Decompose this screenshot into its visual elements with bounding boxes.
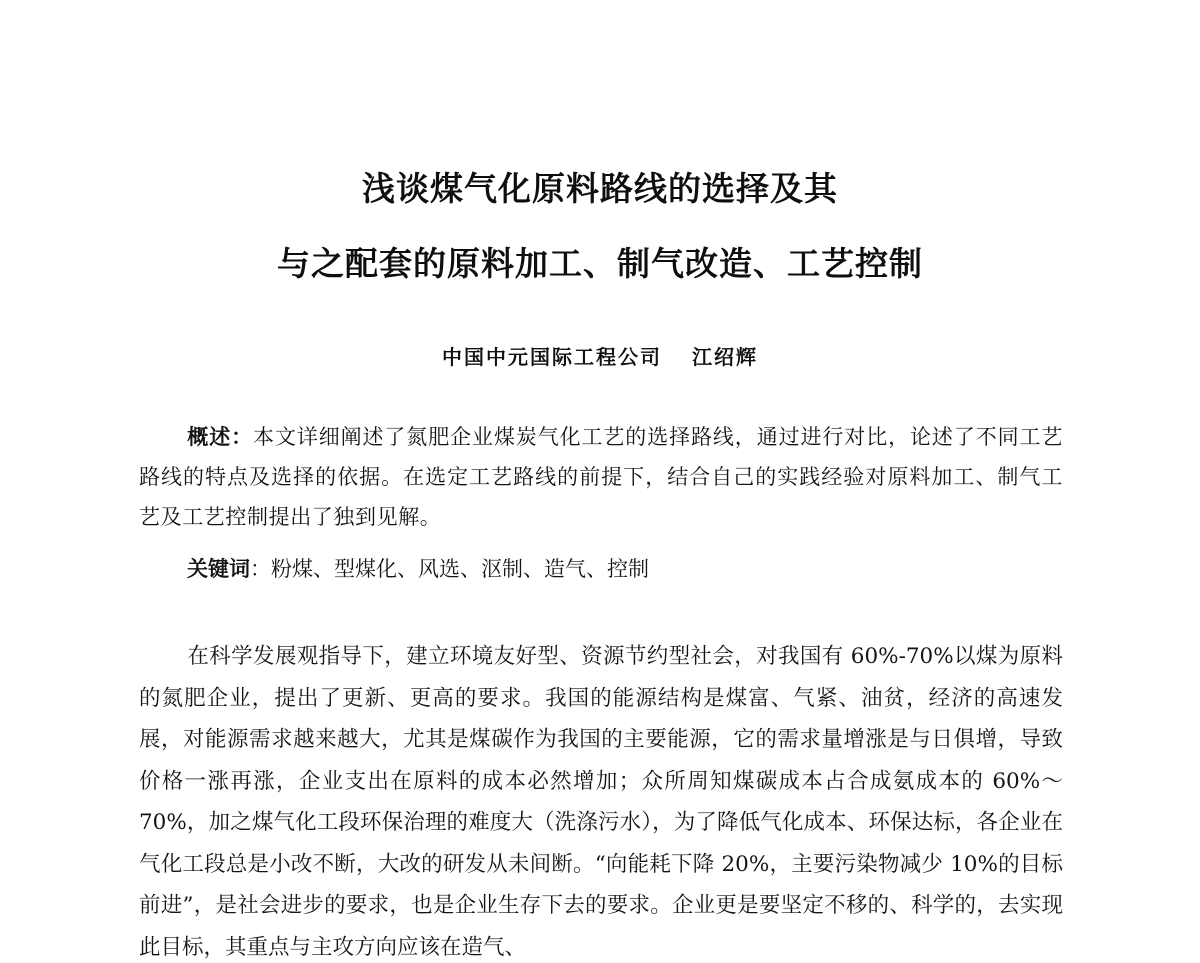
keywords-text: 粉煤、型煤化、风选、沤制、造气、控制 [271, 557, 649, 581]
abstract-separator: ： [231, 425, 254, 449]
abstract-text: 本文详细阐述了氮肥企业煤炭气化工艺的选择路线，通过进行对比，论述了不同工艺路线的特点及选择的依据。在选定工艺路线的前提下，结合自己的实践经验对原料加工、制气工艺及工艺控制提出了独到见解。 [139, 425, 1063, 529]
keywords-label: 关键词 [187, 557, 250, 581]
abstract-label: 概述 [187, 425, 232, 449]
author-line [0, 341, 1200, 370]
author-affiliation: 中国中元国际工程公司 [442, 345, 662, 369]
paper-title-line-2: 与之配套的原料加工、制气改造、工艺控制 [277, 244, 923, 283]
keywords-separator: ： [250, 557, 271, 581]
body-paragraph-text: 在科学发展观指导下，建立环境友好型、资源节约型社会，对我国有 60%-70%以煤为原料的氮肥企业，提出了更新、更高的要求。我国的能源结构是煤富、气紧、油贫，经济的高速发展，对能源需求越来越大，尤其是煤碳作为我国的主要能源，它的需求量增涨是与日俱增，导致价格一涨再涨，企业支出在原料的成本必然增加；众所周知煤碳成本占合成氨成本的 60%～70%，加之煤气化工段环保治理的难度大（洗涤污水），为了降低气化成本、环保达标，各企业在气化工段总是小改不断，大改的研发从未间断。“向能耗下降 20%，主要污染物减少 10%的目标前进”，是社会进步的要求，也是企业生存下去的要求。企业更是要坚定不移的、科学的，去实现此目标，其重点与主攻方向应该在造气、 [139, 644, 1063, 960]
author-name: 江绍辉 [692, 345, 758, 369]
body-paragraph [139, 636, 1063, 963]
abstract-paragraph [139, 417, 1063, 537]
paper-title-line-1: 浅谈煤气化原料路线的选择及其 [362, 169, 838, 208]
keywords-line [139, 549, 1063, 589]
